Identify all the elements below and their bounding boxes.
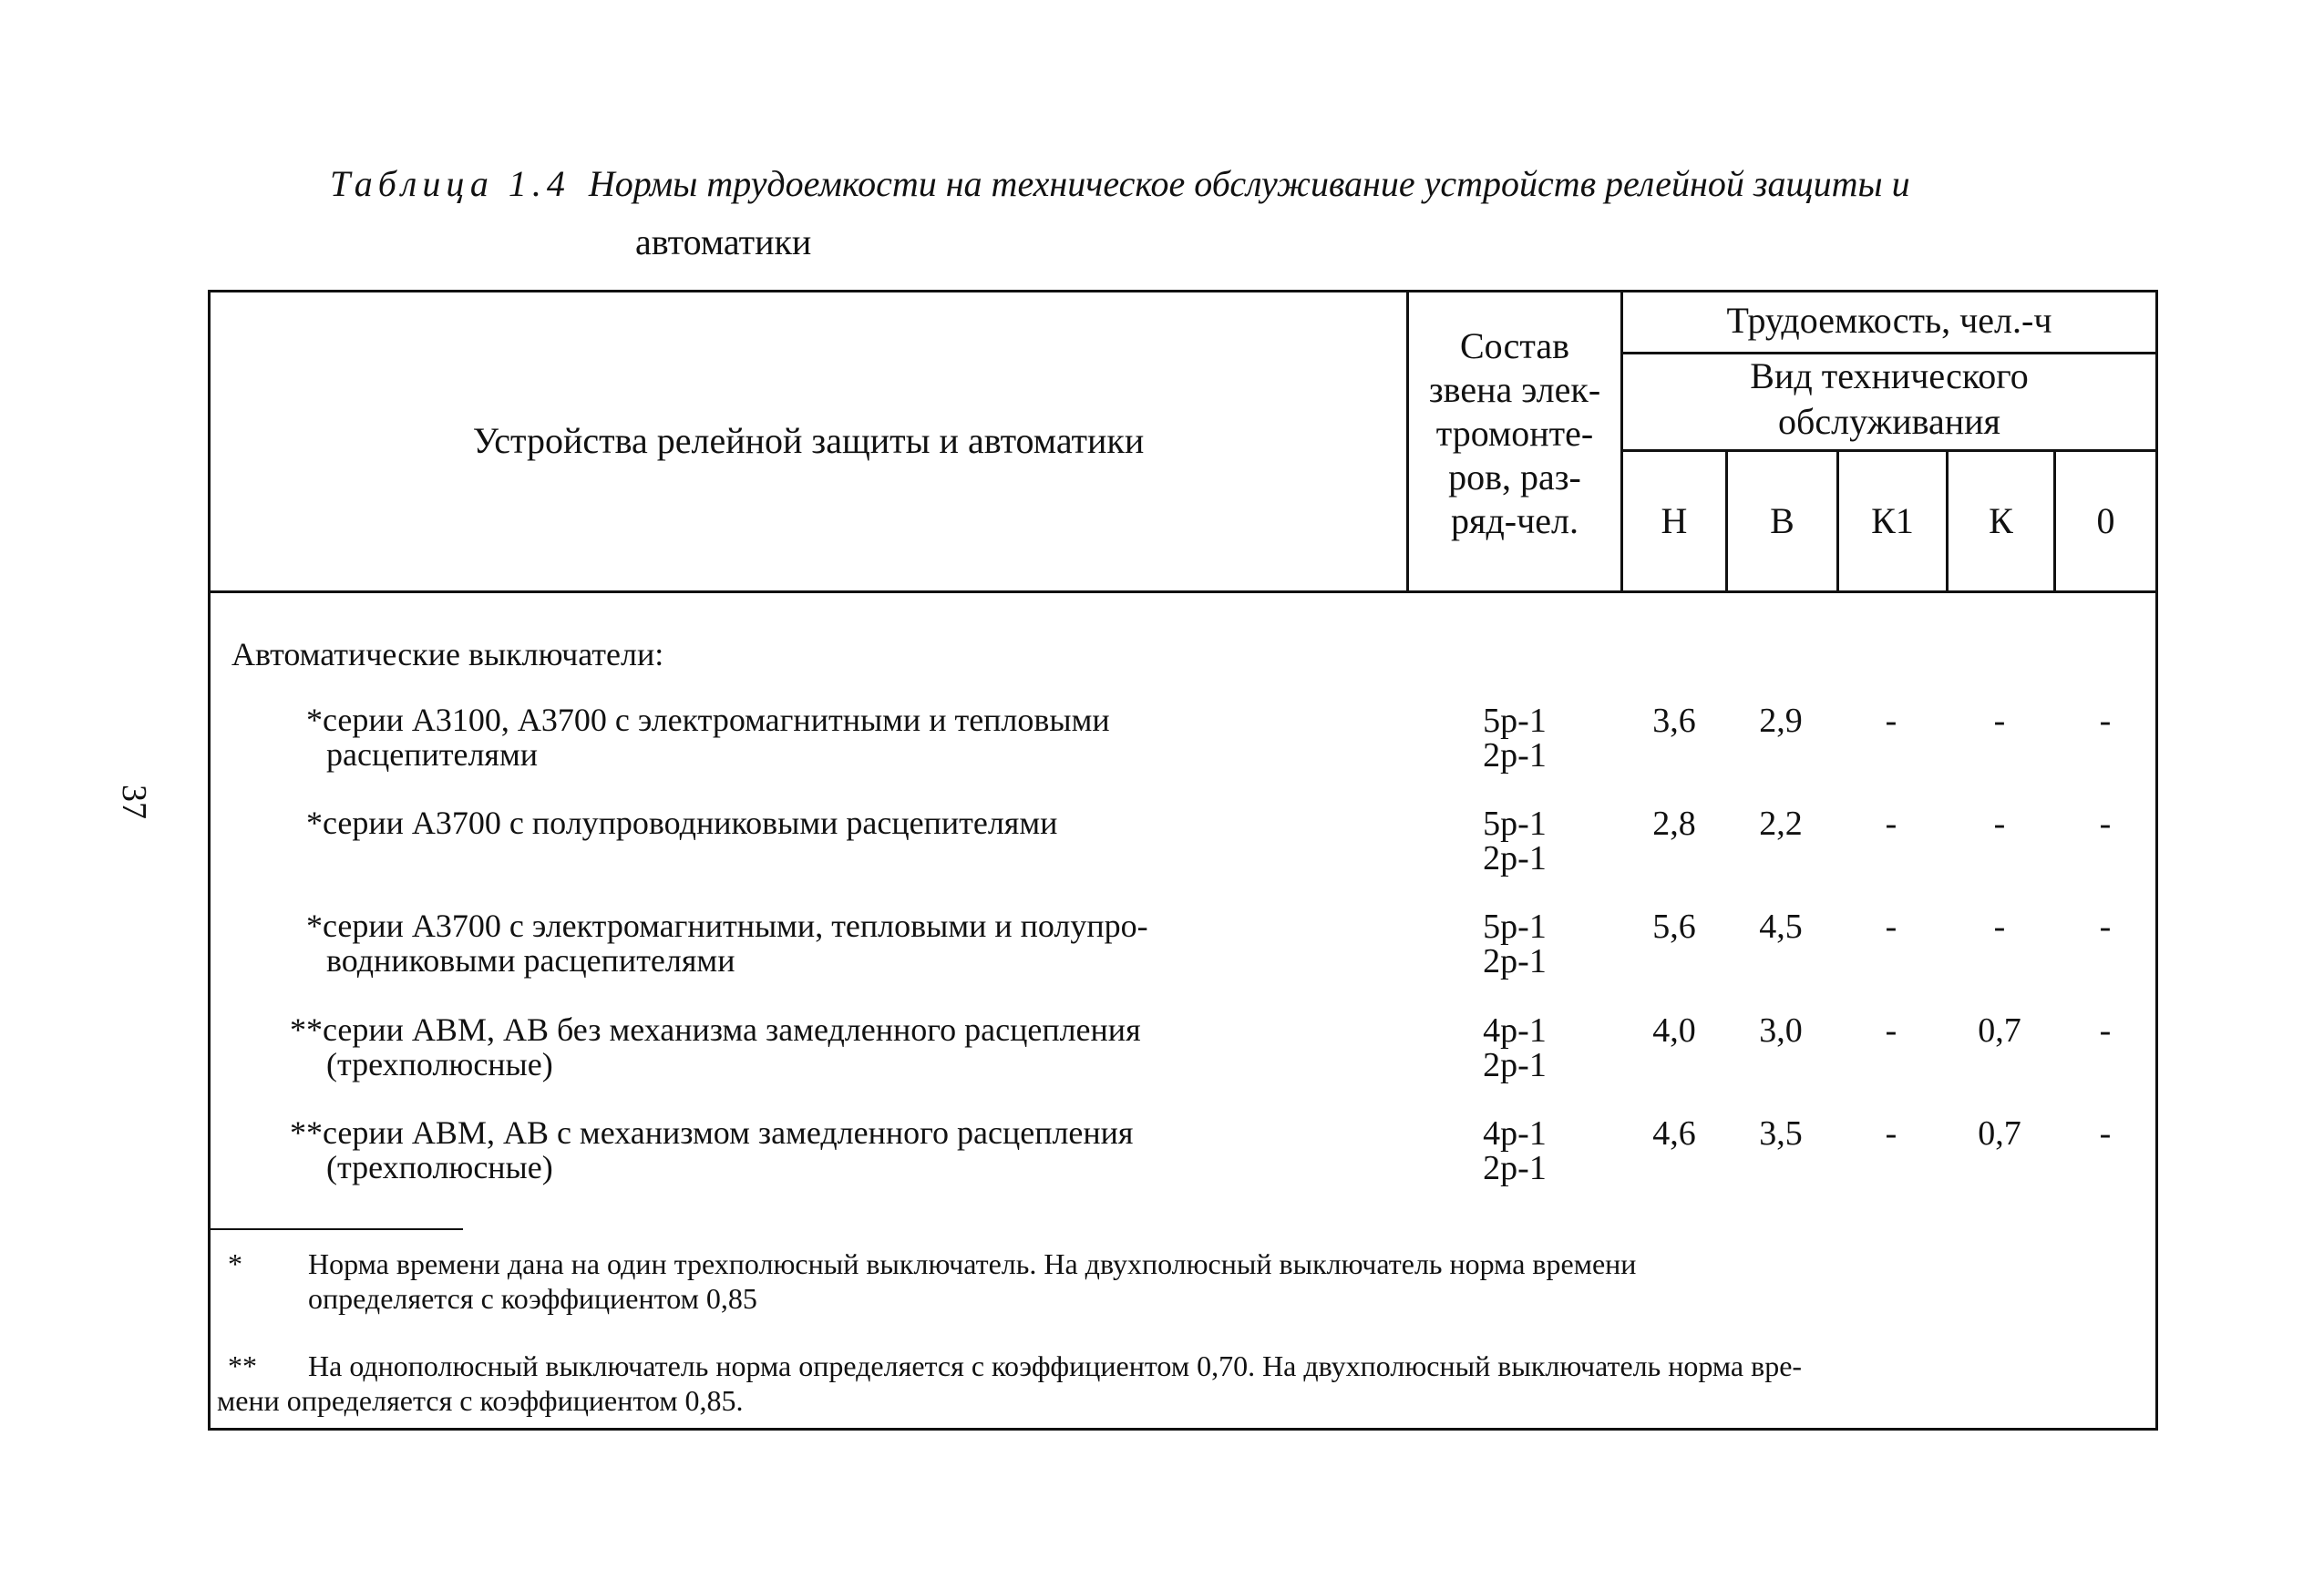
header-bottom-line: [208, 590, 2158, 593]
row-crew: 2р-1: [1483, 839, 1547, 877]
table-label: Таблица 1.4: [330, 163, 571, 204]
header-service-line: Вид технического: [1750, 355, 2029, 396]
row-value: 3,5: [1759, 1114, 1803, 1153]
row-crew: 2р-1: [1483, 736, 1547, 775]
table-title-line2: автоматики: [635, 221, 812, 262]
row-value: -: [2099, 1011, 2112, 1050]
row-crew: 2р-1: [1483, 942, 1547, 980]
header-crew-line: тромонте-: [1435, 413, 1594, 454]
row-value: 3,0: [1759, 1011, 1803, 1050]
header-labor: Трудоемкость, чел.-ч: [1726, 300, 2052, 341]
row-value: -: [1885, 1011, 1897, 1050]
row-label-line2: расцепителями: [326, 736, 539, 773]
footnote-1-line2: определяется с коэффициентом 0,85: [308, 1282, 757, 1315]
row-value: -: [1885, 1114, 1897, 1153]
row-label-line1: *серии А3100, А3700 с электромагнитными и тепловыми: [306, 702, 1110, 738]
row-value: -: [1993, 805, 2006, 843]
header-sub-k1: К1: [1871, 500, 1914, 541]
row-value: -: [2099, 702, 2112, 740]
table-caption: [330, 155, 2198, 272]
border-top: [208, 290, 2158, 292]
header-crew-line: ряд-чел.: [1451, 500, 1578, 541]
row-value: 4,0: [1652, 1011, 1696, 1050]
header-crew-line: звена элек-: [1428, 369, 1601, 410]
row-value: 2,9: [1759, 702, 1803, 740]
row-value: -: [1885, 908, 1897, 946]
row-label-line1: **серии АВМ, АВ без механизма замедленного расцепления: [290, 1011, 1141, 1048]
row-crew: 2р-1: [1483, 1046, 1547, 1084]
footnote-2-line1: На однополюсный выключатель норма определяется с коэффициентом 0,70. На двухполюсный выключатель норма вре-: [308, 1349, 1803, 1382]
header-crew-line: ров, раз-: [1448, 457, 1581, 498]
row-label-line2: (трехполюсные): [326, 1149, 553, 1185]
row-value: -: [1885, 805, 1897, 843]
table-title: Нормы трудоемкости на техническое обслуживание устройств релейной защиты и: [588, 163, 1910, 204]
header-service-type: [1623, 354, 2155, 445]
border-right: [2155, 290, 2158, 1431]
row-label-line1: *серии А3700 с электромагнитными, тепловыми и полупро-: [306, 908, 1148, 944]
footnote-2-line2: мени определяется с коэффициентом 0,85.: [217, 1384, 744, 1417]
row-value: -: [1885, 702, 1897, 740]
row-value: 4,5: [1759, 908, 1803, 946]
footnote-separator: [208, 1228, 463, 1230]
norms-table: [208, 290, 2158, 1431]
row-label-line2: (трехполюсные): [326, 1046, 553, 1082]
row-crew: 4р-1: [1483, 1114, 1547, 1153]
row-value: 0,7: [1978, 1011, 2021, 1050]
row-value: -: [1993, 702, 2006, 740]
service-title-bottom-line: [1620, 449, 2158, 452]
header-crew-line: Состав: [1459, 325, 1570, 366]
header-device-column: Устройства релейной защиты и автоматики: [472, 420, 1145, 461]
border-bottom: [208, 1428, 2158, 1431]
row-label-line1: *серии А3700 с полупроводниковыми расцепителями: [306, 805, 1058, 841]
row-crew: 5р-1: [1483, 908, 1547, 946]
row-value: -: [2099, 1114, 2112, 1153]
row-crew: 5р-1: [1483, 702, 1547, 740]
header-sub-v: В: [1770, 500, 1794, 541]
row-crew: 2р-1: [1483, 1149, 1547, 1187]
row-crew: 4р-1: [1483, 1011, 1547, 1050]
header-sub-o: 0: [2096, 500, 2115, 541]
row-label-line1: **серии АВМ, АВ с механизмом замедленного расцепления: [290, 1114, 1134, 1151]
page-number: 37: [115, 785, 153, 819]
row-value: 0,7: [1978, 1114, 2021, 1153]
row-value: -: [1993, 908, 2006, 946]
footnote-2-mark: **: [228, 1349, 257, 1382]
header-sub-k: К: [1989, 500, 2013, 541]
row-value: 3,6: [1652, 702, 1696, 740]
header-crew-column: [1409, 324, 1620, 543]
footnote-1-line1: Норма времени дана на один трехполюсный выключатель. На двухполюсный выключатель норма времени: [308, 1247, 1637, 1280]
row-value: 2,8: [1652, 805, 1696, 843]
row-value: 4,6: [1652, 1114, 1696, 1153]
footnote-1-mark: *: [228, 1247, 242, 1280]
group-title: Автоматические выключатели:: [231, 636, 664, 672]
row-value: 5,6: [1652, 908, 1696, 946]
row-value: 2,2: [1759, 805, 1803, 843]
header-service-line: обслуживания: [1778, 401, 2000, 442]
row-value: -: [2099, 908, 2112, 946]
header-sub-n: Н: [1661, 500, 1688, 541]
row-crew: 5р-1: [1483, 805, 1547, 843]
row-value: -: [2099, 805, 2112, 843]
row-label-line2: водниковыми расцепителями: [326, 942, 735, 979]
